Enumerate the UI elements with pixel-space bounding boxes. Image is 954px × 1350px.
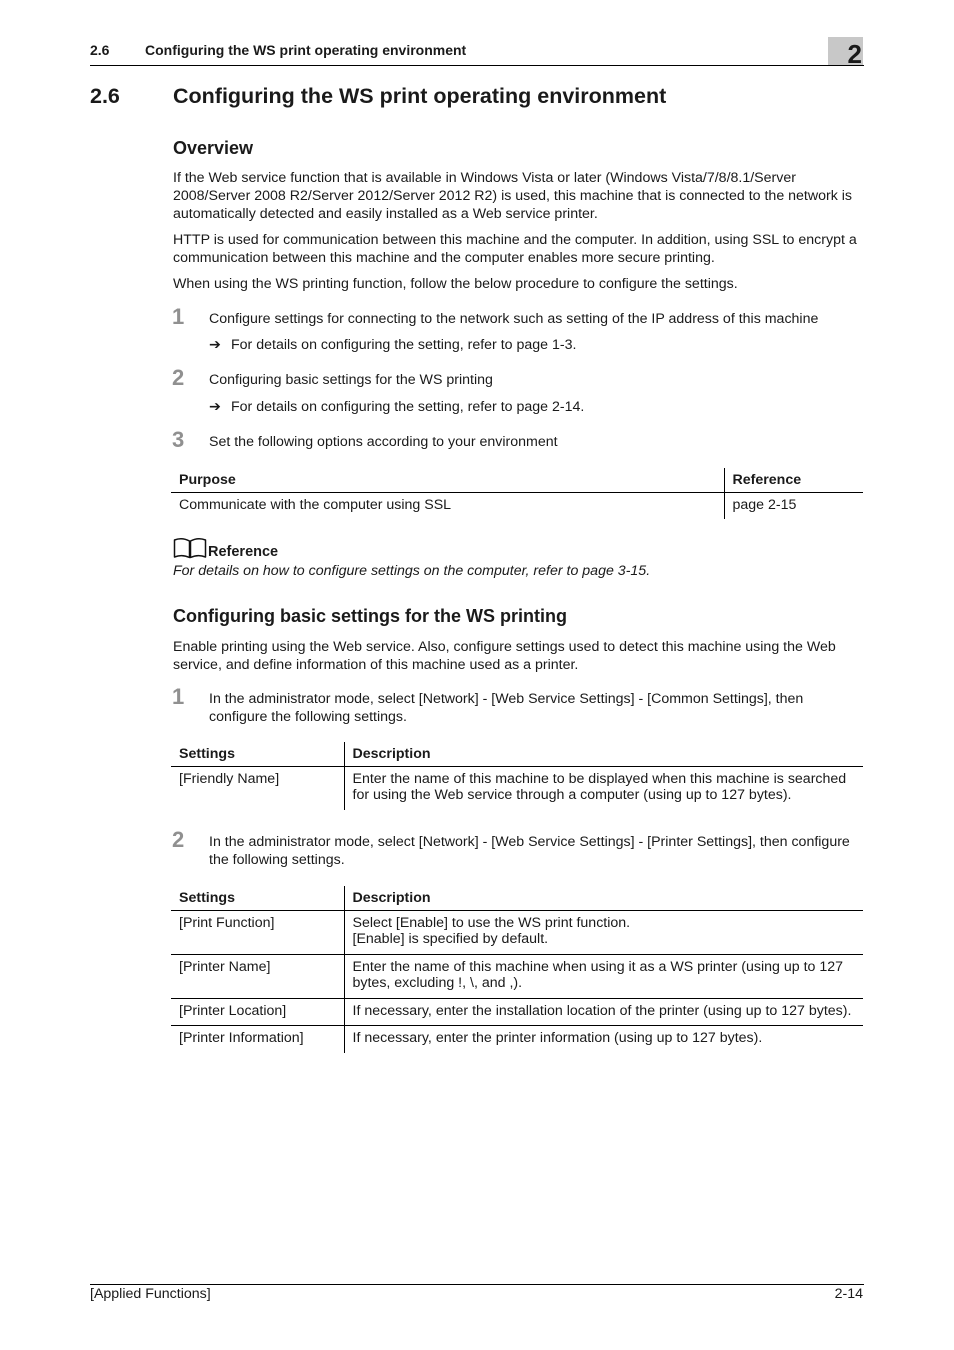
footer-divider bbox=[90, 1284, 864, 1285]
overview-paragraph-1: If the Web service function that is available in Windows Vista or later (Windows Vista/7/8/8.1/Server 2008/Server 2008 R2/Server 2012/Server 2012 R2) is used, this machine that is connected to the network is automatically detected and easily installed as a Web service printer. bbox=[173, 170, 853, 222]
overview-paragraph-2: HTTP is used for communication between this machine and the computer. In addition, using SSL to encrypt a communication between this machine and the computer enables more secure printing. bbox=[173, 232, 857, 266]
overview-heading: Overview bbox=[173, 138, 254, 158]
reference-text: For details on how to configure settings on the computer, refer to page 3-15. bbox=[173, 563, 651, 579]
footer-manual-name: [Applied Functions] bbox=[90, 1286, 211, 1302]
table-cell: Enter the name of this machine when using it as a WS printer (using up to 127 bytes, excluding !, \, and ,). bbox=[344, 954, 863, 998]
table-cell: Communicate with the computer using SSL bbox=[179, 496, 452, 513]
step-reference-note bbox=[209, 399, 584, 415]
table-cell-line: [Enable] is specified by default. bbox=[352, 931, 549, 947]
table-header: Settings bbox=[171, 742, 344, 766]
running-header-title: Configuring the WS print operating environment bbox=[145, 42, 467, 58]
table-cell: If necessary, enter the installation location of the printer (using up to 127 bytes). bbox=[344, 998, 863, 1026]
table-header: Settings bbox=[171, 886, 344, 910]
step-number: 2 bbox=[172, 365, 185, 390]
common-settings-table bbox=[171, 742, 863, 810]
basic-settings-paragraph: Enable printing using the Web service. Also, configure settings used to detect this machine using the Web service, and define information of this machine used as a printer. bbox=[173, 639, 836, 673]
step-reference-note bbox=[209, 337, 576, 353]
basic-settings-heading: Configuring basic settings for the WS printing bbox=[173, 606, 567, 626]
table-cell: page 2-15 bbox=[724, 492, 863, 519]
step-number: 1 bbox=[172, 684, 185, 709]
page-title-number: 2.6 bbox=[90, 84, 120, 108]
table-row bbox=[171, 998, 863, 1026]
step-number: 1 bbox=[172, 304, 185, 329]
arrow-right-icon: ➔ bbox=[209, 337, 221, 353]
table-row bbox=[171, 1026, 863, 1053]
table-cell: If necessary, enter the printer information (using up to 127 bytes). bbox=[344, 1026, 863, 1053]
step-text: Configure settings for connecting to the network such as setting of the IP address of this machine bbox=[209, 311, 819, 327]
book-reference-icon bbox=[173, 537, 207, 559]
table-cell: [Printer Location] bbox=[171, 998, 344, 1026]
step-text: Set the following options according to your environment bbox=[209, 434, 558, 450]
step-text: In the administrator mode, select [Network] - [Web Service Settings] - [Common Settings], then configure the following settings. bbox=[209, 691, 804, 725]
printer-settings-table bbox=[171, 886, 863, 1053]
header-divider bbox=[90, 65, 864, 66]
table-header: Reference bbox=[724, 468, 863, 492]
step-number: 3 bbox=[172, 427, 185, 452]
table-cell: [Print Function] bbox=[179, 914, 275, 931]
table-row bbox=[171, 910, 863, 954]
arrow-right-icon: ➔ bbox=[209, 399, 221, 415]
table-row bbox=[171, 492, 863, 519]
footer-page-number: 2-14 bbox=[834, 1286, 863, 1302]
table-cell: [Printer Information] bbox=[171, 1026, 344, 1053]
table-header: Description bbox=[344, 886, 863, 910]
table-row bbox=[171, 766, 863, 810]
page-title bbox=[90, 84, 666, 109]
page-title-text: Configuring the WS print operating environment bbox=[173, 84, 667, 108]
chapter-number-badge: 2 bbox=[828, 37, 863, 65]
step-text: Configuring basic settings for the WS printing bbox=[209, 372, 493, 388]
table-cell: Enter the name of this machine to be displayed when this machine is searched for using the Web service through a computer (using up to 127 bytes). bbox=[344, 766, 863, 810]
reference-title: Reference bbox=[208, 544, 279, 560]
step-reference-text: For details on configuring the setting, refer to page 2-14. bbox=[231, 399, 585, 415]
table-cell-line: Select [Enable] to use the WS print function. bbox=[352, 914, 631, 931]
running-header bbox=[90, 42, 466, 58]
step-reference-text: For details on configuring the setting, refer to page 1-3. bbox=[231, 337, 577, 353]
step-text: In the administrator mode, select [Network] - [Web Service Settings] - [Printer Settings], then configure the following settings. bbox=[209, 834, 850, 868]
table-row bbox=[171, 954, 863, 998]
table-cell: [Printer Name] bbox=[171, 954, 344, 998]
table-cell bbox=[344, 910, 863, 954]
table-cell: [Friendly Name] bbox=[179, 770, 280, 787]
running-header-number: 2.6 bbox=[90, 42, 110, 58]
table-header: Description bbox=[344, 742, 863, 766]
purpose-table bbox=[171, 468, 863, 519]
table-header: Purpose bbox=[171, 468, 724, 492]
step-number: 2 bbox=[172, 827, 185, 852]
overview-paragraph-3: When using the WS printing function, follow the below procedure to configure the settings. bbox=[173, 276, 738, 292]
